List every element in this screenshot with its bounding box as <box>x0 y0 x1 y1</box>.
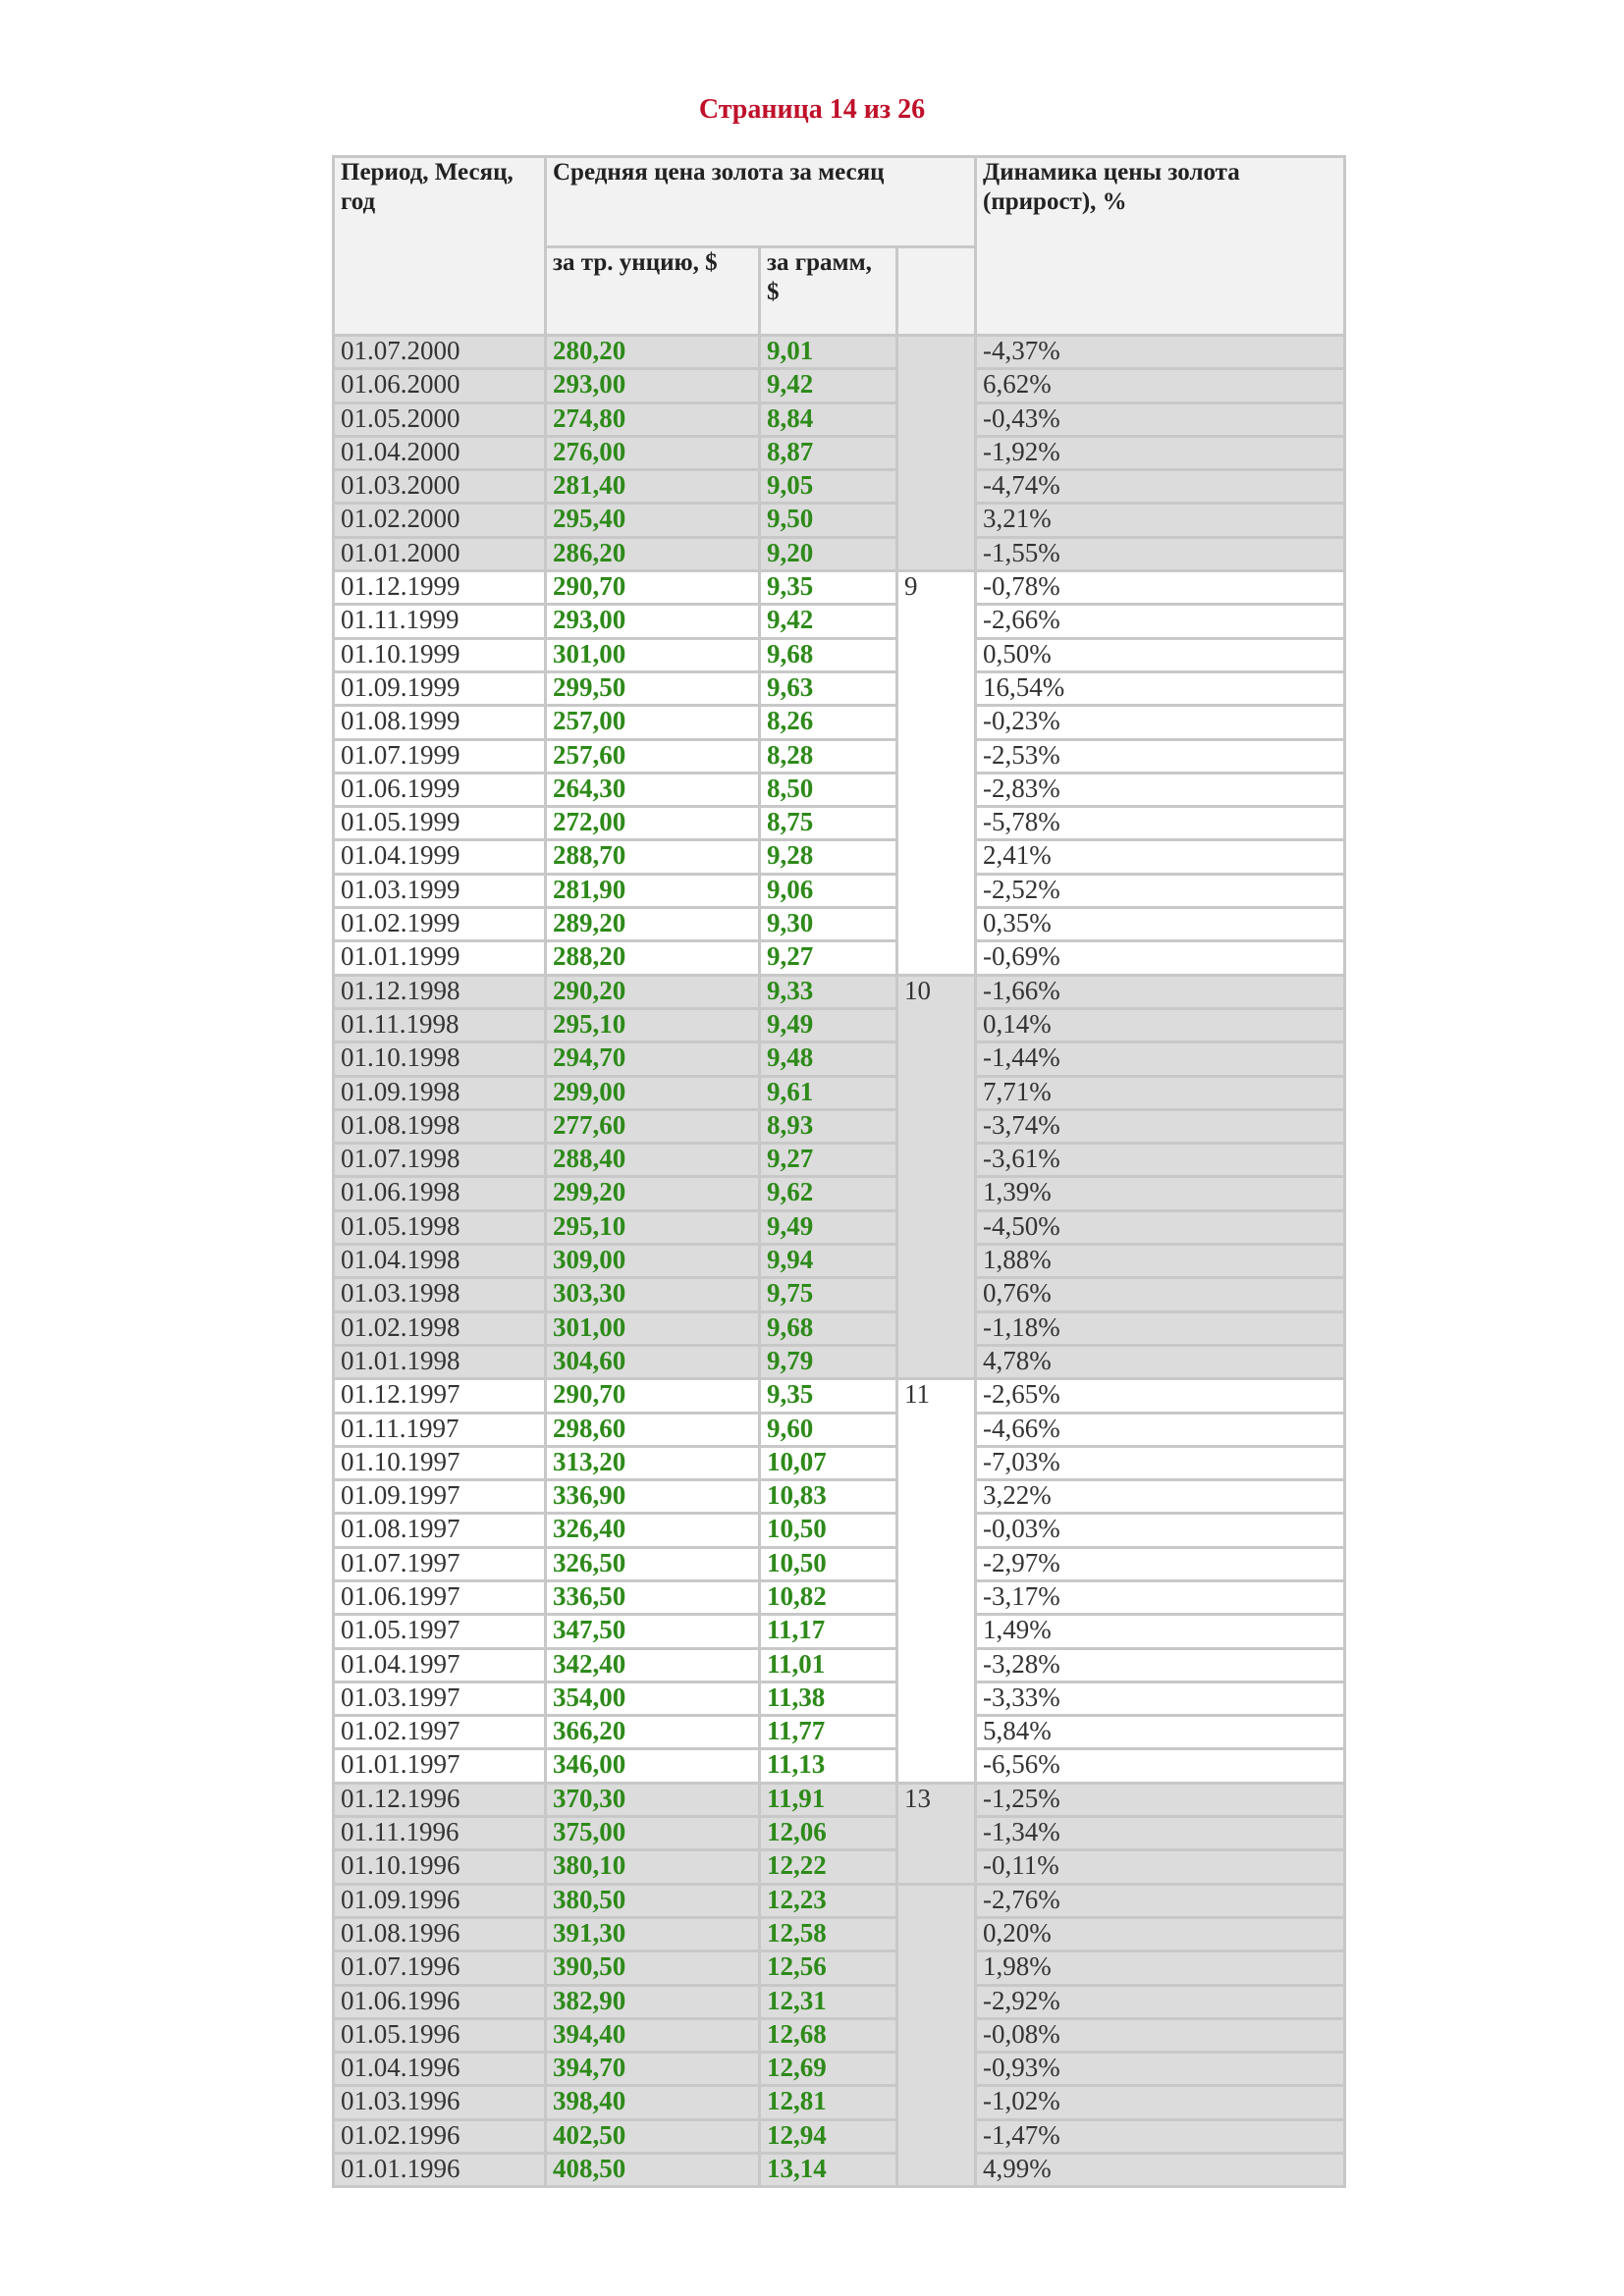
cell-price-gram: 10,50 <box>760 1514 897 1547</box>
cell-price-gram: 8,26 <box>760 706 897 739</box>
cell-price-gram: 11,17 <box>760 1615 897 1648</box>
cell-price-gram: 12,31 <box>760 1985 897 2018</box>
table-row <box>334 1278 1345 1311</box>
cell-price-ounce: 394,70 <box>546 2053 760 2086</box>
table-row <box>334 840 1345 874</box>
cell-price-ounce: 299,50 <box>546 671 760 705</box>
cell-price-gram: 12,06 <box>760 1817 897 1850</box>
cell-date: 01.07.2000 <box>334 336 546 369</box>
cell-price-gram: 12,68 <box>760 2018 897 2052</box>
cell-group: 13 <box>897 1783 976 1884</box>
cell-price-ounce: 277,60 <box>546 1109 760 1143</box>
cell-date: 01.09.1997 <box>334 1480 546 1514</box>
cell-price-gram: 9,50 <box>760 504 897 537</box>
cell-dynamics: -2,66% <box>976 605 1345 638</box>
cell-dynamics: -3,61% <box>976 1144 1345 1177</box>
cell-price-ounce: 281,40 <box>546 470 760 504</box>
cell-price-ounce: 336,50 <box>546 1580 760 1614</box>
table-row <box>334 1580 1345 1614</box>
table-row <box>334 1177 1345 1210</box>
cell-date: 01.01.1997 <box>334 1749 546 1783</box>
cell-price-gram: 10,50 <box>760 1547 897 1580</box>
cell-price-gram: 9,27 <box>760 1144 897 1177</box>
cell-date: 01.04.1999 <box>334 840 546 874</box>
cell-price-ounce: 290,70 <box>546 571 760 605</box>
cell-price-gram: 13,14 <box>760 2154 897 2187</box>
table-row <box>334 739 1345 773</box>
table-row <box>334 874 1345 907</box>
cell-dynamics: -2,65% <box>976 1379 1345 1413</box>
cell-price-gram: 9,63 <box>760 671 897 705</box>
table-row <box>334 975 1345 1008</box>
cell-price-ounce: 272,00 <box>546 807 760 840</box>
cell-date: 01.07.1999 <box>334 739 546 773</box>
cell-dynamics: -3,74% <box>976 1109 1345 1143</box>
table-row <box>334 1008 1345 1041</box>
gold-price-table <box>332 155 1346 2188</box>
cell-price-gram: 9,27 <box>760 941 897 975</box>
cell-price-ounce: 257,60 <box>546 739 760 773</box>
cell-price-gram: 8,28 <box>760 739 897 773</box>
cell-date: 01.12.1999 <box>334 571 546 605</box>
cell-dynamics: 5,84% <box>976 1716 1345 1749</box>
cell-price-gram: 8,93 <box>760 1109 897 1143</box>
cell-dynamics: -2,97% <box>976 1547 1345 1580</box>
cell-price-gram: 9,61 <box>760 1076 897 1109</box>
cell-dynamics: -1,66% <box>976 975 1345 1008</box>
cell-date: 01.10.1996 <box>334 1850 546 1884</box>
cell-price-gram: 9,28 <box>760 840 897 874</box>
cell-price-ounce: 336,90 <box>546 1480 760 1514</box>
cell-group: 10 <box>897 975 976 1379</box>
cell-date: 01.03.1998 <box>334 1278 546 1311</box>
cell-date: 01.06.1998 <box>334 1177 546 1210</box>
cell-price-ounce: 304,60 <box>546 1345 760 1378</box>
table-row <box>334 1749 1345 1783</box>
cell-group: 11 <box>897 1379 976 1784</box>
header-dynamics: Динамика цены золота (прирост), % <box>976 157 1345 336</box>
cell-dynamics: -4,74% <box>976 470 1345 504</box>
cell-group <box>897 1884 976 2187</box>
cell-group: 9 <box>897 571 976 976</box>
cell-date: 01.10.1997 <box>334 1446 546 1479</box>
cell-price-ounce: 257,00 <box>546 706 760 739</box>
cell-date: 01.08.1998 <box>334 1109 546 1143</box>
table-row <box>334 807 1345 840</box>
cell-price-gram: 9,94 <box>760 1245 897 1278</box>
cell-price-gram: 9,42 <box>760 369 897 402</box>
table-row <box>334 2018 1345 2052</box>
cell-price-ounce: 290,20 <box>546 975 760 1008</box>
cell-price-gram: 8,75 <box>760 807 897 840</box>
cell-price-gram: 10,82 <box>760 1580 897 1614</box>
table-row <box>334 1076 1345 1109</box>
cell-price-gram: 10,83 <box>760 1480 897 1514</box>
table-row <box>334 2053 1345 2086</box>
cell-dynamics: -1,55% <box>976 537 1345 570</box>
cell-dynamics: -0,03% <box>976 1514 1345 1547</box>
cell-price-ounce: 342,40 <box>546 1648 760 1682</box>
header-per-ounce: за тр. унцию, $ <box>546 247 760 336</box>
cell-price-gram: 11,38 <box>760 1682 897 1715</box>
cell-date: 01.11.1999 <box>334 605 546 638</box>
cell-dynamics: 6,62% <box>976 369 1345 402</box>
cell-dynamics: 1,88% <box>976 1245 1345 1278</box>
cell-date: 01.07.1996 <box>334 1951 546 1985</box>
cell-date: 01.06.1996 <box>334 1985 546 2018</box>
cell-price-gram: 11,91 <box>760 1783 897 1816</box>
cell-date: 01.08.1999 <box>334 706 546 739</box>
cell-dynamics: -0,93% <box>976 2053 1345 2086</box>
table-row <box>334 504 1345 537</box>
cell-dynamics: 0,50% <box>976 638 1345 671</box>
table-row <box>334 1042 1345 1076</box>
cell-price-ounce: 293,00 <box>546 605 760 638</box>
cell-dynamics: -2,83% <box>976 773 1345 806</box>
cell-price-gram: 12,58 <box>760 1917 897 1950</box>
cell-price-gram: 9,60 <box>760 1413 897 1446</box>
cell-price-ounce: 346,00 <box>546 1749 760 1783</box>
table-row <box>334 908 1345 941</box>
cell-dynamics: -4,66% <box>976 1413 1345 1446</box>
table-row <box>334 706 1345 739</box>
cell-date: 01.01.1996 <box>334 2154 546 2187</box>
cell-price-gram: 8,87 <box>760 436 897 469</box>
cell-dynamics: 4,99% <box>976 2154 1345 2187</box>
table-row <box>334 1783 1345 1816</box>
cell-price-gram: 8,84 <box>760 402 897 436</box>
cell-price-ounce: 309,00 <box>546 1245 760 1278</box>
cell-price-ounce: 295,10 <box>546 1008 760 1041</box>
cell-price-ounce: 370,30 <box>546 1783 760 1816</box>
cell-dynamics: -4,37% <box>976 336 1345 369</box>
cell-price-gram: 11,13 <box>760 1749 897 1783</box>
cell-dynamics: -2,76% <box>976 1884 1345 1917</box>
cell-date: 01.11.1998 <box>334 1008 546 1041</box>
cell-date: 01.02.1998 <box>334 1311 546 1345</box>
cell-price-gram: 9,30 <box>760 908 897 941</box>
cell-date: 01.05.1998 <box>334 1210 546 1244</box>
cell-price-gram: 9,48 <box>760 1042 897 1076</box>
cell-price-gram: 11,77 <box>760 1716 897 1749</box>
cell-price-gram: 9,20 <box>760 537 897 570</box>
cell-date: 01.04.1997 <box>334 1648 546 1682</box>
cell-group <box>897 336 976 571</box>
cell-date: 01.04.2000 <box>334 436 546 469</box>
table-row <box>334 605 1345 638</box>
cell-price-gram: 9,62 <box>760 1177 897 1210</box>
cell-date: 01.08.1996 <box>334 1917 546 1950</box>
cell-date: 01.02.1996 <box>334 2119 546 2153</box>
cell-price-ounce: 354,00 <box>546 1682 760 1715</box>
header-period: Период, Месяц, год <box>334 157 546 336</box>
cell-price-ounce: 313,20 <box>546 1446 760 1479</box>
cell-price-ounce: 289,20 <box>546 908 760 941</box>
table-row <box>334 1109 1345 1143</box>
cell-price-ounce: 402,50 <box>546 2119 760 2153</box>
cell-dynamics: -1,92% <box>976 436 1345 469</box>
table-row <box>334 1480 1345 1514</box>
cell-price-ounce: 264,30 <box>546 773 760 806</box>
cell-price-ounce: 280,20 <box>546 336 760 369</box>
cell-date: 01.06.2000 <box>334 369 546 402</box>
cell-date: 01.07.1998 <box>334 1144 546 1177</box>
table-row <box>334 1345 1345 1378</box>
cell-date: 01.02.1997 <box>334 1716 546 1749</box>
table-row <box>334 1413 1345 1446</box>
cell-date: 01.04.1998 <box>334 1245 546 1278</box>
cell-dynamics: 1,49% <box>976 1615 1345 1648</box>
cell-price-gram: 9,68 <box>760 638 897 671</box>
cell-dynamics: -4,50% <box>976 1210 1345 1244</box>
cell-price-gram: 9,42 <box>760 605 897 638</box>
cell-price-gram: 9,06 <box>760 874 897 907</box>
cell-date: 01.03.1999 <box>334 874 546 907</box>
cell-dynamics: -3,33% <box>976 1682 1345 1715</box>
cell-dynamics: -3,28% <box>976 1648 1345 1682</box>
cell-dynamics: -0,23% <box>976 706 1345 739</box>
table-row <box>334 1951 1345 1985</box>
table-row <box>334 1446 1345 1479</box>
table-row <box>334 2086 1345 2119</box>
page-title: Страница 14 из 26 <box>698 94 926 125</box>
cell-date: 01.11.1996 <box>334 1817 546 1850</box>
cell-price-gram: 9,05 <box>760 470 897 504</box>
cell-dynamics: -0,69% <box>976 941 1345 975</box>
cell-price-ounce: 293,00 <box>546 369 760 402</box>
table-row <box>334 638 1345 671</box>
cell-price-ounce: 286,20 <box>546 537 760 570</box>
table-row <box>334 1311 1345 1345</box>
cell-date: 01.12.1996 <box>334 1783 546 1816</box>
cell-date: 01.01.2000 <box>334 537 546 570</box>
table-row <box>334 1144 1345 1177</box>
cell-price-ounce: 398,40 <box>546 2086 760 2119</box>
cell-price-gram: 9,35 <box>760 1379 897 1413</box>
table-row <box>334 571 1345 605</box>
cell-price-ounce: 274,80 <box>546 402 760 436</box>
cell-price-gram: 12,22 <box>760 1850 897 1884</box>
cell-price-gram: 9,68 <box>760 1311 897 1345</box>
cell-date: 01.08.1997 <box>334 1514 546 1547</box>
cell-price-ounce: 375,00 <box>546 1817 760 1850</box>
cell-dynamics: -7,03% <box>976 1446 1345 1479</box>
cell-dynamics: 0,20% <box>976 1917 1345 1950</box>
header-avg-price: Средняя цена золота за месяц <box>546 157 976 247</box>
cell-date: 01.02.1999 <box>334 908 546 941</box>
table-row <box>334 671 1345 705</box>
table-row <box>334 1615 1345 1648</box>
cell-dynamics: -1,18% <box>976 1311 1345 1345</box>
cell-date: 01.01.1998 <box>334 1345 546 1378</box>
cell-price-gram: 12,56 <box>760 1951 897 1985</box>
cell-dynamics: -0,43% <box>976 402 1345 436</box>
cell-price-gram: 9,49 <box>760 1008 897 1041</box>
table-row <box>334 402 1345 436</box>
table-row <box>334 941 1345 975</box>
cell-price-ounce: 288,20 <box>546 941 760 975</box>
cell-date: 01.01.1999 <box>334 941 546 975</box>
header-per-gram: за грамм, $ <box>760 247 897 336</box>
cell-dynamics: -1,34% <box>976 1817 1345 1850</box>
cell-price-gram: 8,50 <box>760 773 897 806</box>
cell-price-gram: 12,81 <box>760 2086 897 2119</box>
cell-price-ounce: 382,90 <box>546 1985 760 2018</box>
cell-date: 01.02.2000 <box>334 504 546 537</box>
table-row <box>334 2119 1345 2153</box>
cell-dynamics: 0,35% <box>976 908 1345 941</box>
table-row <box>334 336 1345 369</box>
cell-dynamics: -2,52% <box>976 874 1345 907</box>
table-row <box>334 1514 1345 1547</box>
cell-price-ounce: 390,50 <box>546 1951 760 1985</box>
table-body <box>334 336 1345 2187</box>
cell-price-gram: 9,35 <box>760 571 897 605</box>
cell-price-ounce: 380,10 <box>546 1850 760 1884</box>
table-row <box>334 1884 1345 1917</box>
cell-price-gram: 9,49 <box>760 1210 897 1244</box>
cell-date: 01.07.1997 <box>334 1547 546 1580</box>
cell-dynamics: -6,56% <box>976 1749 1345 1783</box>
cell-dynamics: -1,25% <box>976 1783 1345 1816</box>
cell-price-ounce: 380,50 <box>546 1884 760 1917</box>
cell-date: 01.10.1998 <box>334 1042 546 1076</box>
cell-date: 01.03.1997 <box>334 1682 546 1715</box>
table-row <box>334 1547 1345 1580</box>
cell-price-ounce: 281,90 <box>546 874 760 907</box>
cell-price-ounce: 408,50 <box>546 2154 760 2187</box>
cell-dynamics: -1,47% <box>976 2119 1345 2153</box>
table-row <box>334 369 1345 402</box>
cell-dynamics: -0,08% <box>976 2018 1345 2052</box>
cell-price-ounce: 276,00 <box>546 436 760 469</box>
cell-date: 01.05.1997 <box>334 1615 546 1648</box>
cell-price-ounce: 326,40 <box>546 1514 760 1547</box>
table-row <box>334 470 1345 504</box>
cell-date: 01.06.1999 <box>334 773 546 806</box>
cell-price-gram: 9,01 <box>760 336 897 369</box>
cell-date: 01.05.1996 <box>334 2018 546 2052</box>
cell-date: 01.05.2000 <box>334 402 546 436</box>
cell-dynamics: -1,02% <box>976 2086 1345 2119</box>
table-row <box>334 1682 1345 1715</box>
cell-dynamics: 2,41% <box>976 840 1345 874</box>
header-group-column <box>897 247 976 336</box>
cell-price-gram: 9,75 <box>760 1278 897 1311</box>
cell-price-gram: 9,79 <box>760 1345 897 1378</box>
table-row <box>334 1917 1345 1950</box>
table-row <box>334 537 1345 570</box>
cell-price-gram: 9,33 <box>760 975 897 1008</box>
cell-date: 01.12.1998 <box>334 975 546 1008</box>
cell-price-ounce: 326,50 <box>546 1547 760 1580</box>
cell-dynamics: -0,11% <box>976 1850 1345 1884</box>
cell-dynamics: 0,76% <box>976 1278 1345 1311</box>
cell-dynamics: -2,53% <box>976 739 1345 773</box>
cell-price-ounce: 299,20 <box>546 1177 760 1210</box>
cell-price-gram: 10,07 <box>760 1446 897 1479</box>
table-row <box>334 1245 1345 1278</box>
cell-dynamics: 1,98% <box>976 1951 1345 1985</box>
cell-dynamics: 0,14% <box>976 1008 1345 1041</box>
cell-price-ounce: 347,50 <box>546 1615 760 1648</box>
cell-dynamics: 16,54% <box>976 671 1345 705</box>
cell-dynamics: -1,44% <box>976 1042 1345 1076</box>
table-row <box>334 1716 1345 1749</box>
table-row <box>334 1648 1345 1682</box>
table-row <box>334 436 1345 469</box>
cell-date: 01.06.1997 <box>334 1580 546 1614</box>
cell-date: 01.09.1996 <box>334 1884 546 1917</box>
cell-dynamics: 3,21% <box>976 504 1345 537</box>
cell-price-ounce: 366,20 <box>546 1716 760 1749</box>
cell-price-gram: 12,69 <box>760 2053 897 2086</box>
cell-price-gram: 12,94 <box>760 2119 897 2153</box>
cell-dynamics: 7,71% <box>976 1076 1345 1109</box>
cell-dynamics: -0,78% <box>976 571 1345 605</box>
cell-date: 01.04.1996 <box>334 2053 546 2086</box>
table-row <box>334 1850 1345 1884</box>
table-row <box>334 1379 1345 1413</box>
cell-date: 01.12.1997 <box>334 1379 546 1413</box>
cell-date: 01.03.2000 <box>334 470 546 504</box>
cell-price-ounce: 294,70 <box>546 1042 760 1076</box>
cell-price-ounce: 391,30 <box>546 1917 760 1950</box>
table-row <box>334 1210 1345 1244</box>
cell-date: 01.03.1996 <box>334 2086 546 2119</box>
cell-price-gram: 11,01 <box>760 1648 897 1682</box>
cell-date: 01.10.1999 <box>334 638 546 671</box>
cell-price-ounce: 288,40 <box>546 1144 760 1177</box>
table-row <box>334 773 1345 806</box>
cell-dynamics: -2,92% <box>976 1985 1345 2018</box>
cell-dynamics: 4,78% <box>976 1345 1345 1378</box>
table-row <box>334 2154 1345 2187</box>
cell-price-ounce: 295,10 <box>546 1210 760 1244</box>
cell-price-ounce: 288,70 <box>546 840 760 874</box>
cell-price-gram: 12,23 <box>760 1884 897 1917</box>
cell-price-ounce: 299,00 <box>546 1076 760 1109</box>
cell-date: 01.09.1998 <box>334 1076 546 1109</box>
cell-price-ounce: 298,60 <box>546 1413 760 1446</box>
cell-dynamics: -3,17% <box>976 1580 1345 1614</box>
table-row <box>334 1817 1345 1850</box>
cell-dynamics: 3,22% <box>976 1480 1345 1514</box>
cell-price-ounce: 301,00 <box>546 1311 760 1345</box>
cell-price-ounce: 295,40 <box>546 504 760 537</box>
cell-date: 01.11.1997 <box>334 1413 546 1446</box>
cell-price-ounce: 303,30 <box>546 1278 760 1311</box>
cell-date: 01.09.1999 <box>334 671 546 705</box>
cell-dynamics: -5,78% <box>976 807 1345 840</box>
cell-price-ounce: 301,00 <box>546 638 760 671</box>
cell-price-ounce: 394,40 <box>546 2018 760 2052</box>
cell-price-ounce: 290,70 <box>546 1379 760 1413</box>
table-row <box>334 1985 1345 2018</box>
cell-dynamics: 1,39% <box>976 1177 1345 1210</box>
cell-date: 01.05.1999 <box>334 807 546 840</box>
